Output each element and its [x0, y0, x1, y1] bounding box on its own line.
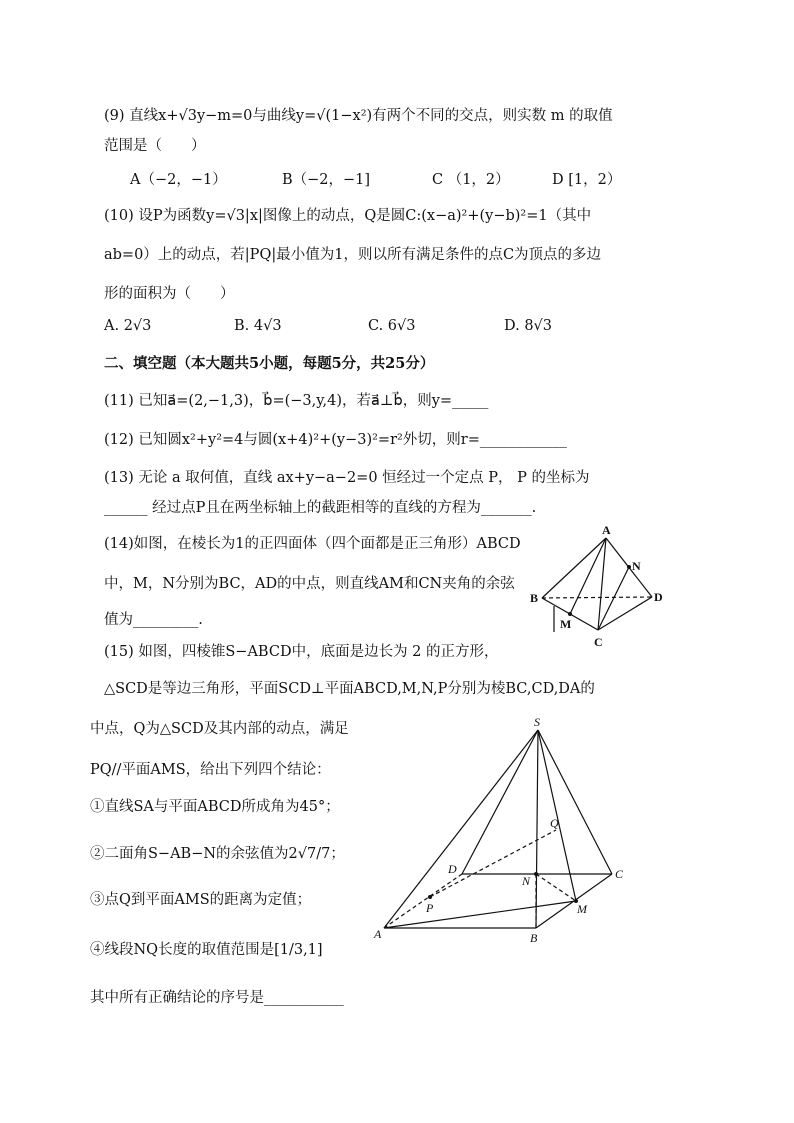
q15-conclusion-1: ①直线SA与平面ABCD所成角为45°；	[90, 799, 340, 815]
section-heading: 二、填空题（本大题共5小题，每题5分，共25分）	[104, 355, 435, 372]
q10-line3: 形的面积为（ ）	[104, 286, 235, 302]
q14-line1: (14)如图，在棱长为1的正四面体（四个面都是正三角形）ABCD	[104, 536, 521, 552]
point-p	[428, 895, 432, 899]
label-a: A	[602, 523, 611, 537]
label-q: Q	[550, 816, 559, 830]
q11-text: (11) 已知a⃗=(2,−1,3)，b⃗=(−3,y,4)，若a⃗⊥b⃗，则y=_____	[104, 393, 489, 409]
q15-last: 其中所有正确结论的序号是___________	[90, 990, 344, 1006]
q9-line2: 范围是（ ）	[104, 138, 206, 154]
label-d: D	[654, 590, 663, 604]
q14-line3: 值为_________.	[104, 612, 203, 628]
q10-choice-a: A. 2√3	[104, 318, 152, 334]
q10-choice-c: C. 6√3	[368, 318, 416, 334]
tetrahedron-figure	[526, 522, 672, 652]
q10-choice-b: B. 4√3	[234, 318, 282, 334]
q9-choice-d: D [1，2）	[552, 172, 622, 188]
q9-line1: (9) 直线x+√3y−m=0与曲线y=√(1−x²)有两个不同的交点，则实数 m 的取值	[104, 108, 613, 124]
q15-conclusion-4: ④线段NQ长度的取值范围是[1/3,1]	[90, 942, 323, 958]
q15-conclusion-3: ③点Q到平面AMS的距离为定值；	[90, 892, 312, 908]
label-n: N	[522, 874, 531, 888]
label-m: M	[560, 617, 572, 631]
pyramid-figure	[370, 716, 634, 948]
point-n	[534, 872, 538, 876]
q13-line1: (13) 无论 a 取何值，直线 ax+y−a−2=0 恒经过一个定点 P， P 的坐标为	[104, 470, 590, 486]
q9-choice-a: A（−2，−1）	[130, 172, 227, 188]
label-p: P	[426, 901, 434, 915]
label-m: M	[577, 902, 587, 916]
label-d: D	[448, 862, 457, 876]
q10-choices	[0, 318, 794, 340]
q10-line1: (10) 设P为函数y=√3|x|图像上的动点，Q是圆C:(x−a)²+(y−b)²=1（其中	[104, 208, 592, 224]
tetrahedron-edges	[542, 538, 652, 632]
label-c: C	[615, 867, 624, 881]
q15-line4: PQ//平面AMS，给出下列四个结论：	[90, 762, 331, 778]
q9-choice-c: C （1，2）	[432, 172, 510, 188]
q15-line3: 中点，Q为△SCD及其内部的动点，满足	[90, 721, 349, 737]
label-b: B	[530, 931, 538, 945]
q9-choice-b: B（−2，−1]	[282, 172, 371, 188]
label-b: B	[530, 591, 539, 605]
q10-line2: ab=0）上的动点，若|PQ|最小值为1，则以所有满足条件的点C为顶点的多边	[104, 247, 602, 263]
label-c: C	[594, 635, 603, 649]
q15-conclusion-2: ②二面角S−AB−N的余弦值为2√7/7；	[90, 846, 345, 862]
q12-text: (12) 已知圆x²+y²=4与圆(x+4)²+(y−3)²=r²外切，则r=____________	[104, 432, 567, 448]
q13-line2: ______ 经过点P且在两坐标轴上的截距相等的直线的方程为_______.	[104, 500, 537, 516]
pyramid-edges	[384, 730, 612, 928]
point-n	[627, 565, 631, 569]
label-n: N	[632, 559, 641, 573]
q15-line2: △SCD是等边三角形，平面SCD⊥平面ABCD,M,N,P分别为棱BC,CD,DA的	[104, 681, 595, 697]
label-a: A	[374, 927, 382, 941]
q10-choice-d: D. 8√3	[504, 318, 553, 334]
point-m	[568, 612, 572, 616]
q9-choices	[0, 168, 794, 190]
q15-line1: (15) 如图，四棱锥S−ABCD中，底面是边长为 2 的正方形，	[104, 644, 499, 660]
q14-line2: 中，M，N分别为BC，AD的中点，则直线AM和CN夹角的余弦	[104, 576, 515, 592]
label-s: S	[534, 716, 540, 729]
